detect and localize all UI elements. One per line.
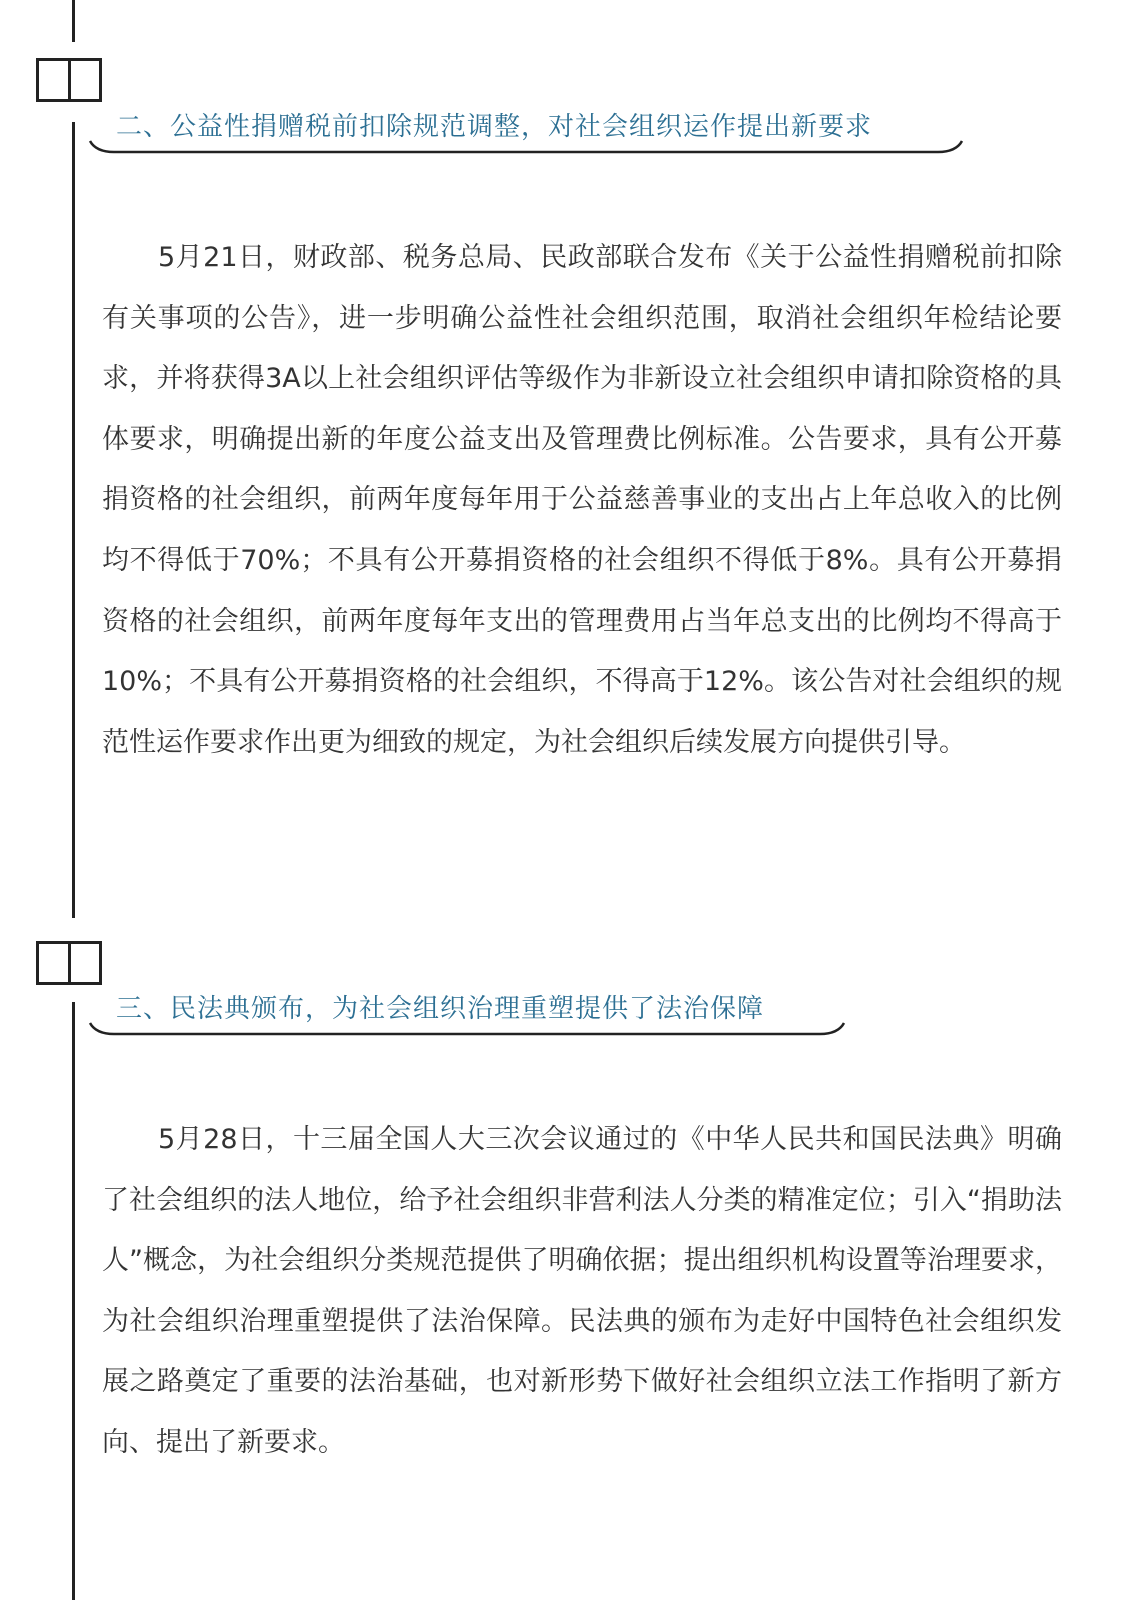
timeline-line (72, 1002, 75, 1600)
open-book-icon (36, 58, 102, 102)
section-body: 5月21日，财政部、税务总局、民政部联合发布《关于公益性捐赠税前扣除有关事项的公告》，进一步明确公益性社会组织范围，取消社会组织年检结论要求，并将获得3A以上社会组织评估等级作为非新设立社会组织申请扣除资格的具体要求，明确提出新的年度公益支出及管理费比例标准。公告要求，具有公开募捐资格的社会组织，前两年度每年用于公益慈善事业的支出占上年总收入的比例均不得低于70%；不具有公开募捐资格的社会组织不得低于8%。具有公开募捐资格的社会组织，前两年度每年支出的管理费用占当年总支出的比例均不得高于10%；不具有公开募捐资格的社会组织，不得高于12%。该公告对社会组织的规范性运作要求作出更为细致的规定，为社会组织后续发展方向提供引导。 (102, 242, 1062, 758)
section-body: 5月28日，十三届全国人大三次会议通过的《中华人民共和国民法典》明确了社会组织的法人地位，给予社会组织非营利法人分类的精准定位；引入“捐助法人”概念，为社会组织分类规范提供了明确依据；提出组织机构设置等治理要求，为社会组织治理重塑提供了法治保障。民法典的颁布为走好中国特色社会组织发展之路奠定了重要的法治基础，也对新形势下做好社会组织立法工作指明了新方向、提出了新要求。 (102, 1124, 1062, 1458)
section-heading: 三、民法典颁布，为社会组织治理重塑提供了法治保障 (116, 994, 765, 1024)
section-heading: 二、公益性捐赠税前扣除规范调整，对社会组织运作提出新要求 (116, 112, 873, 142)
heading-underline (88, 1018, 850, 1040)
timeline-line (72, 122, 75, 918)
heading-underline (88, 136, 968, 158)
open-book-icon (36, 941, 102, 985)
timeline-line (72, 0, 75, 42)
